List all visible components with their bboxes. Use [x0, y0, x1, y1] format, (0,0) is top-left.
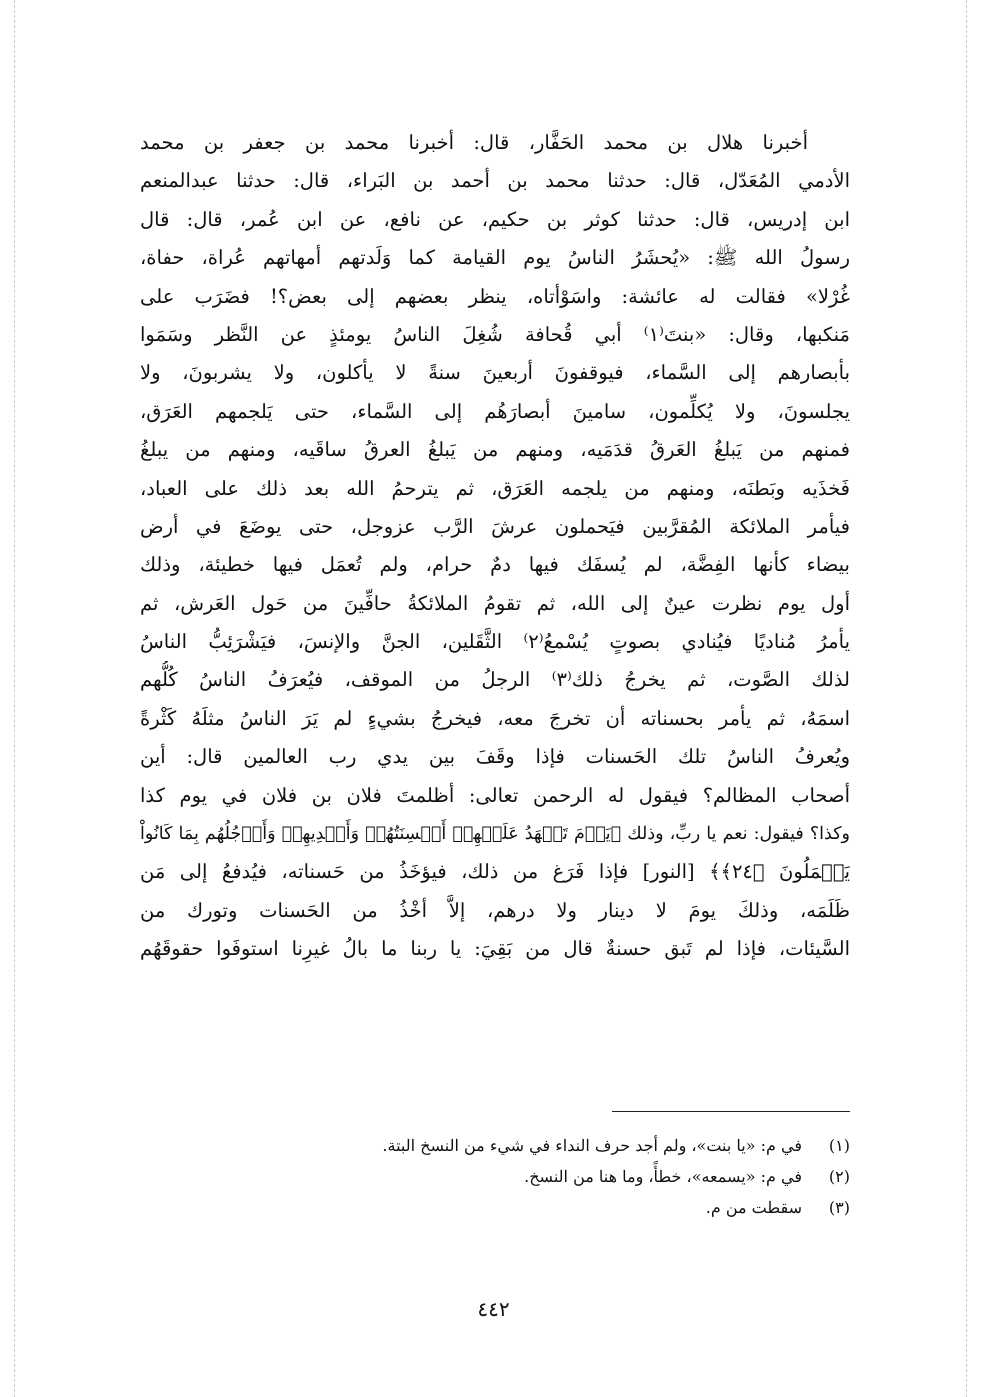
scan-edge-right — [966, 0, 967, 1397]
text-line: يَعۡمَلُونَ ﴿٢٤﴾﴾ [النور] فإذا فَرَغ من ذلك، فيؤخَذُ من حَسناته، فيُدفعُ إلى مَن — [140, 860, 850, 884]
text-line: رسولُ الله ﷺ: «يُحشَرُ الناسُ يوم القيامة كما وَلَدتهم أمهاتهم عُراة، حفاة، — [140, 246, 850, 270]
text-line: غُرْلا» فقالت له عائشة: واسَوْأتاه، ينظر بعضهم إلى بعض؟! فضَرَب على — [140, 284, 850, 308]
text-line: ويُعرفُ الناسُ تلك الحَسنات فإذا وقَفَ بين يدي رب العالمين قال: أين — [140, 745, 850, 769]
scan-edge-left — [14, 0, 15, 1397]
footnote-number: (١) — [828, 1136, 850, 1155]
text-line: يأمرُ مُناديًا فيُنادي بصوتٍ يُسْمعُ⁽٢⁾ الثَّقَلين، الجنَّ والإنسَ، فيَشْرَئِبُّ الناسُ — [140, 630, 850, 654]
footnote — [140, 1192, 850, 1223]
footnote — [140, 1130, 850, 1161]
text-line: وكذا؟ فيقول: نعم يا ربِّ، وذلك ﴿يَوۡمَ تَشۡهَدُ عَلَيۡهِمۡ أَلۡسِنَتُهُمۡ وَأَيۡدِيهِمۡ وَأَرۡجُلُهُم بِمَا كَانُواْ — [140, 824, 850, 845]
text-line: الأدمي المُعَدّل، قال: حدثنا محمد بن أحمد بن البَراء، قال: حدثنا عبدالمنعم — [140, 169, 850, 193]
footnote-number: (٣) — [828, 1198, 850, 1217]
footnote-separator — [612, 1111, 850, 1112]
text-line: أول يوم نظرت عينٌ إلى الله، ثم تقومُ الملائكةُ حافِّينَ من حَول العَرش، ثم — [140, 591, 850, 615]
text-line: مَنكبها، وقال: «بنتَ⁽١⁾ أبي قُحافة شُغِلَ الناسُ يومئذٍ عن النَّظر وسَمَوا — [140, 322, 850, 346]
page-number: ٤٤٢ — [477, 1297, 510, 1321]
text-line: اسمَهُ، ثم يأمر بحسناته أن تخرجَ معه، فيخرجُ بشيءٍ لم يَرَ الناسُ مثلَهُ كَثْرةً — [140, 706, 850, 730]
text-line: يجلسونَ، ولا يُكلِّمون، سامينَ أبصارَهُم إلى السَّماء، حتى يَلجمهم العَرَق، — [140, 399, 850, 423]
text-line: بأبصارهم إلى السَّماء، فيوقفونَ أربعينَ سنةً لا يأكلون، ولا يشربونَ، ولا — [140, 361, 850, 385]
footnote-number: (٢) — [828, 1167, 850, 1186]
text-line: لذلك الصَّوت، ثم يخرجُ ذلك⁽٣⁾ الرجلُ من الموقف، فيُعرَفُ الناسُ كُلُّهم — [140, 668, 850, 692]
text-line: أخبرنا هلال بن محمد الحَفَّار، قال: أخبرنا محمد بن جعفر بن محمد — [140, 131, 808, 154]
text-line: ابن إدريس، قال: حدثنا كوثر بن حكيم، عن نافع، عن ابن عُمر، قال: قال — [140, 207, 850, 231]
text-line: فَخذَيه وبَطنَه، ومنهم من يلجمه العَرَق، ثم يترحمُ الله بعد ذلك على العباد، — [140, 476, 850, 500]
footnote-text: في م: «يسمعه»، خطأً، وما هنا من النسخ. — [524, 1167, 802, 1186]
text-line: فيأمر الملائكة المُقرَّبين فيَحملون عرشَ الرَّب عزوجل، حتى يوضَعَ في أرض — [140, 514, 850, 538]
text-line: ظَلَمَه، وذلكَ يومَ لا دينار ولا درهم، إلاَّ أخْذُ من الحَسنات وتورك من — [140, 898, 850, 922]
footnote — [140, 1161, 850, 1192]
footnote-text: سقطت من م. — [705, 1198, 802, 1217]
text-line: السَّيئات، فإذا لم تَبق حسنةٌ قال من بَقِيَ: يا ربنا ما بالُ غيرِنا استوفَوا حقوقَهُم — [140, 937, 850, 961]
text-line: أصحاب المظالم؟ فيقول له الرحمن تعالى: أظلمتَ فلان بن فلان في يوم كذا — [140, 783, 850, 807]
main-text — [140, 124, 850, 969]
text-line: بيضاء كأنها الفِضَّة، لم يُسفَك فيها دمٌ حرام، ولم تُعمَل فيها خطيئة، وذلك — [140, 553, 850, 577]
footnotes — [140, 1130, 850, 1223]
text-line: فمنهم من يَبلغُ العَرقُ قدَمَيه، ومنهم من يَبلغُ العرقُ ساقَيه، ومنهم من يبلغُ — [140, 438, 850, 462]
footnote-text: في م: «يا بنت»، ولم أجد حرف النداء في شيء من النسخ البتة. — [382, 1136, 802, 1155]
